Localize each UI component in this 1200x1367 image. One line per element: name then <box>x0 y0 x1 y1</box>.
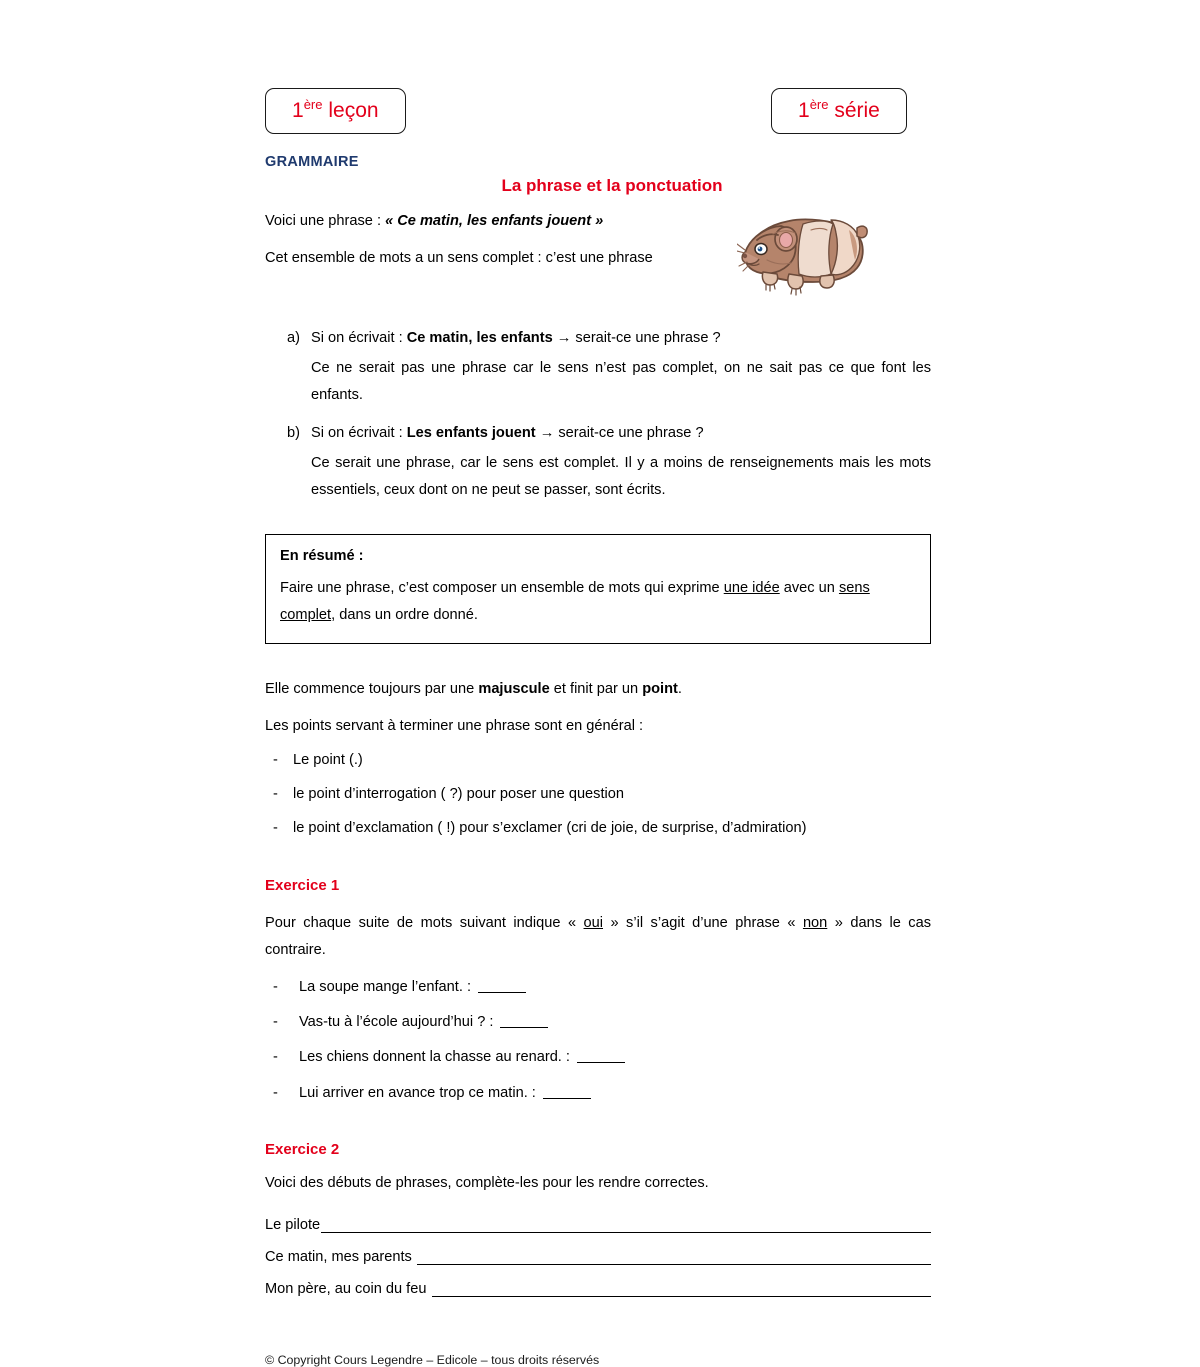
punctuation-item-label: Le point (.) <box>293 751 363 768</box>
summary-underline-idea: une idée <box>723 579 780 596</box>
example-b-head-bold: Les enfants jouent <box>406 424 536 441</box>
hamster-illustration <box>737 200 869 296</box>
exercise-2-prompt: Mon père, au coin du feu <box>265 1281 431 1298</box>
series-badge <box>771 88 907 134</box>
exercise-2-prompt: Ce matin, mes parents <box>265 1249 416 1266</box>
summary-part-2: avec un <box>779 579 839 596</box>
answer-blank[interactable] <box>543 1084 591 1099</box>
dash-marker: - <box>273 978 278 995</box>
series-badge-ordinal: ère <box>809 97 829 112</box>
example-b-marker: b) <box>287 424 300 441</box>
answer-blank[interactable] <box>478 978 526 993</box>
dash-marker: - <box>273 786 278 803</box>
footer-copyright: © Copyright Cours Legendre – Edicole – tous droits réservés <box>265 1353 600 1367</box>
example-a-arrow-icon: → <box>556 330 572 346</box>
fill-in-line[interactable] <box>417 1252 931 1265</box>
exercise-1-item <box>265 1011 931 1034</box>
example-a-head-tail: serait-ce une phrase ? <box>571 330 721 346</box>
exercise-1-items <box>265 976 931 1105</box>
punctuation-item-label: le point d’interrogation ( ?) pour poser une question <box>293 786 625 803</box>
exercise-1-item-label: Les chiens donnent la chasse au renard. : <box>299 1049 575 1066</box>
exercise-1-underline-non: non <box>802 914 828 931</box>
dash-marker: - <box>273 820 278 837</box>
lesson-badge-label: leçon <box>328 99 379 122</box>
rule-list-intro: Les points servant à terminer une phrase sont en général : <box>265 717 644 734</box>
exercise-1-item-label: La soupe mange l’enfant. : <box>299 978 476 995</box>
exercise-2-title: Exercice 2 <box>265 1141 340 1159</box>
example-a-marker: a) <box>287 330 300 346</box>
rule-sentence-mid: et finit par un <box>549 680 643 697</box>
exercise-2-prompt: Le pilote <box>265 1217 321 1234</box>
example-a-head-bold: Ce matin, les enfants <box>406 330 553 346</box>
fill-in-line[interactable] <box>321 1220 931 1233</box>
exercise-2-items <box>265 1217 931 1297</box>
exercise-1-item-label: Vas-tu à l’école aujourd’hui ? : <box>299 1014 498 1031</box>
example-item <box>265 328 931 409</box>
example-b-arrow-icon: → <box>539 424 555 441</box>
summary-part-3: , dans un ordre donné. <box>331 606 478 623</box>
header-badges <box>265 88 931 138</box>
punctuation-list-item <box>265 817 931 840</box>
series-badge-number: 1 <box>798 99 810 122</box>
punctuation-list-item <box>265 749 931 772</box>
punctuation-list <box>265 749 931 841</box>
exercise-1-underline-oui: oui <box>583 914 604 931</box>
examples-list <box>265 328 931 504</box>
example-a-head-lead: Si on écrivait : <box>311 330 407 346</box>
rule-bold-point: point <box>642 680 678 697</box>
answer-blank[interactable] <box>500 1013 548 1028</box>
exercise-1-intro-part-1: Pour chaque suite de mots suivant indique « <box>265 914 584 931</box>
dash-marker: - <box>273 1014 278 1031</box>
summary-box <box>265 534 931 644</box>
exercise-2-item <box>265 1217 931 1233</box>
exercise-1-intro <box>265 910 931 964</box>
punctuation-list-item <box>265 783 931 806</box>
rule-sentence-end: . <box>677 680 682 697</box>
example-b-head <box>265 423 931 445</box>
exercise-1-item <box>265 1046 931 1069</box>
exercise-1-item-label: Lui arriver en avance trop ce matin. : <box>299 1084 540 1101</box>
exercise-1-item <box>265 1082 931 1105</box>
subject-heading: GRAMMAIRE <box>265 154 359 170</box>
example-b-body: Ce serait une phrase, car le sens est complet. Il y a moins de renseignements mais les mots essentiels, ceux dont on ne peut se passer, sont écrits. <box>311 454 931 498</box>
summary-text <box>280 575 916 629</box>
dash-marker: - <box>273 1084 278 1101</box>
exercise-1-title: Exercice 1 <box>265 876 340 894</box>
content-column <box>265 0 931 1367</box>
example-b-head-lead: Si on écrivait : <box>311 424 407 441</box>
summary-title: En résumé : <box>280 547 364 564</box>
intro-block <box>265 210 931 306</box>
fill-in-line[interactable] <box>432 1284 931 1297</box>
page-title: La phrase et la ponctuation <box>501 176 723 195</box>
intro-line-2: Cet ensemble de mots a un sens complet : c’est une phrase <box>265 250 653 267</box>
exercise-2-intro: Voici des débuts de phrases, complète-les pour les rendre correctes. <box>265 1175 709 1192</box>
intro-line-1-quote: « Ce matin, les enfants jouent » <box>385 213 604 229</box>
intro-text <box>265 210 735 270</box>
rule-sentence-lead: Elle commence toujours par une <box>265 680 479 697</box>
example-item <box>265 423 931 504</box>
summary-underline-sens-complet: sens complet <box>280 579 870 623</box>
example-a-head <box>265 328 931 350</box>
lesson-badge-number: 1 <box>292 99 304 122</box>
punctuation-item-label: le point d’exclamation ( !) pour s’exclamer (cri de joie, de surprise, d’admiration) <box>293 820 807 837</box>
dash-marker: - <box>273 751 278 768</box>
exercise-1-item <box>265 976 931 999</box>
summary-part-1: Faire une phrase, c’est composer un ensemble de mots qui exprime <box>280 579 724 596</box>
dash-marker: - <box>273 1049 278 1066</box>
exercise-2-item <box>265 1249 931 1265</box>
example-b-head-tail: serait-ce une phrase ? <box>554 424 704 441</box>
rule-bold-majuscule: majuscule <box>478 680 550 697</box>
exercise-2-item <box>265 1281 931 1297</box>
exercise-1-intro-part-3: » dans le cas contraire. <box>265 914 931 958</box>
intro-line-1-lead: Voici une phrase : <box>265 213 386 229</box>
example-a-body: Ce ne serait pas une phrase car le sens n’est pas complet, on ne sait pas ce que font les enfants. <box>311 359 931 403</box>
series-badge-label: série <box>834 99 880 122</box>
lesson-badge <box>265 88 406 134</box>
answer-blank[interactable] <box>577 1049 625 1064</box>
intro-line-1 <box>265 210 735 233</box>
lesson-badge-ordinal: ère <box>303 97 323 112</box>
exercise-1-intro-part-2: » s’il s’agit d’une phrase « <box>603 914 803 931</box>
rule-sentence <box>265 678 931 701</box>
